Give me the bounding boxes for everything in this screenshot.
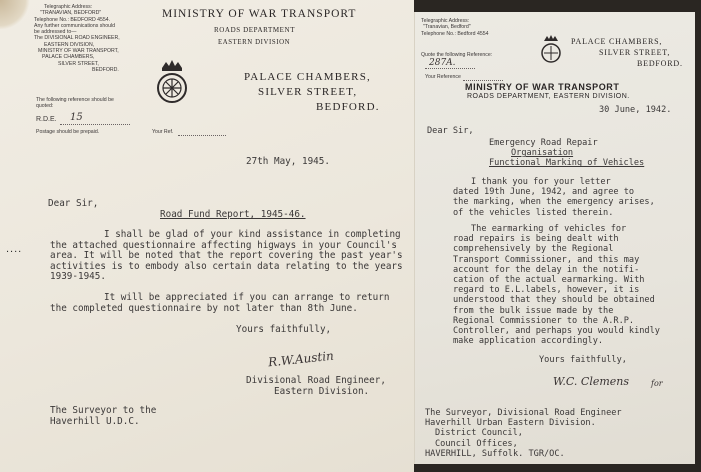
telegraphic-line: SILVER STREET,	[58, 60, 99, 67]
reference-note	[36, 97, 114, 110]
address-line: SILVER STREET,	[599, 48, 671, 57]
body-line: comprehensively by the Regional	[453, 244, 614, 255]
telegraphic-line: MINISTRY OF WAR TRANSPORT,	[38, 48, 119, 55]
body-line: It will be appreciated if you can arrange to return	[104, 292, 390, 303]
royal-crest-icon	[152, 58, 192, 108]
department: ROADS DEPARTMENT, EASTERN DIVISION.	[467, 93, 630, 100]
ministry-title: MINISTRY OF WAR TRANSPORT	[465, 82, 620, 92]
division: EASTERN DIVISION	[218, 39, 291, 46]
recipient-line: Council Offices,	[435, 438, 518, 449]
reference-line	[425, 68, 475, 69]
your-ref-label: Your Reference	[425, 74, 461, 80]
recipient-block	[50, 406, 156, 427]
body-line: regard to E.L.labels, however, it is	[453, 285, 640, 296]
reference-value: 287A.	[429, 58, 456, 68]
your-ref-line	[463, 80, 503, 81]
telephone-number: Telephone No.: BEDFORD 4554.	[34, 16, 111, 23]
telegraphic-label: Telegraphic Address:	[421, 18, 470, 24]
body-line: dated 19th June, 1942, and agree to	[453, 187, 635, 198]
margin-mark: ....	[6, 243, 23, 255]
recipient-line: Haverhill Urban Eastern Division.	[425, 418, 596, 429]
body-line: 1939-1945.	[50, 271, 106, 283]
body-paragraph-2	[453, 224, 660, 346]
recipient-line: HAVERHILL, Suffolk. TGR/OC.	[425, 448, 565, 459]
body-paragraph-2	[50, 293, 389, 314]
recipient-line: District Council,	[435, 428, 523, 439]
address-line: PALACE CHAMBERS,	[244, 71, 371, 83]
body-line: understood that they should be obtained	[453, 295, 655, 306]
body-paragraph-1	[453, 177, 655, 218]
telegraphic-line: BEDFORD.	[92, 66, 119, 73]
body-line: cation of the actual earmarking. With	[453, 275, 645, 286]
royal-crest-icon	[539, 34, 563, 66]
subject-line: Road Fund Report, 1945-46.	[160, 209, 306, 220]
telegraphic-address: "TRANAVIAN, BEDFORD"	[40, 10, 102, 17]
telegraphic-line: PALACE CHAMBERS,	[42, 54, 95, 61]
body-line: make application accordingly.	[453, 336, 604, 347]
body-line: Regional Commissioner to the A.R.P.	[453, 315, 635, 326]
letter-date: 27th May, 1945.	[246, 156, 330, 167]
body-paragraph-1	[50, 230, 403, 283]
our-reference-label: R.D.E.	[36, 116, 57, 123]
subject-line: Functional Marking of Vehicles	[489, 158, 645, 169]
body-line: I shall be glad of your kind assistance in completing	[104, 229, 401, 240]
telephone-number: Telephone No.: Bedford 4554	[421, 30, 489, 37]
torn-corner	[0, 0, 30, 30]
salutation: Dear Sir,	[427, 126, 474, 136]
subject-line: Emergency Road Repair	[489, 138, 598, 148]
telegraphic-line: EASTERN DIVISION,	[44, 41, 95, 48]
body-line: activities is to embody also certain data relating to the years	[50, 260, 403, 272]
body-line: I thank you for your letter	[471, 177, 611, 187]
closing: Yours faithfully,	[539, 355, 627, 365]
signature: R.W.Austin	[267, 348, 335, 370]
body-line: road repairs is being dealt with	[453, 234, 619, 245]
address-line: BEDFORD.	[316, 101, 380, 113]
subject-line: Organisation	[511, 148, 574, 159]
reference-note-line: The following reference should be	[36, 97, 114, 103]
body-line: Transport Commissioner, and this may	[453, 254, 640, 265]
reference-note-line: quoted:	[36, 103, 54, 110]
recipient-line: The Surveyor to the	[50, 405, 157, 416]
recipient-line: Haverhill U.D.C.	[50, 415, 140, 427]
signature: W.C. Clemens	[553, 375, 630, 388]
recipient-line: The Surveyor, Divisional Road Engineer	[425, 408, 622, 418]
department: ROADS DEPARTMENT	[214, 26, 296, 34]
telegraphic-address: "Tranavian, Bedford"	[423, 24, 471, 31]
postage-note: Postage should be prepaid.	[36, 129, 100, 135]
body-line: The earmarking of vehicles for	[471, 224, 627, 234]
telegraphic-line: The DIVISIONAL ROAD ENGINEER,	[34, 35, 120, 42]
signature-suffix: for	[651, 379, 663, 388]
body-line: from the bulk issue made by the	[453, 305, 614, 316]
body-line: the completed questionnaire by not later than 8th June.	[50, 302, 358, 314]
telegraphic-line: Any further communications should	[34, 22, 116, 29]
address-line: SILVER STREET,	[258, 86, 358, 98]
address-block	[244, 70, 380, 115]
our-reference-value: 15	[70, 112, 83, 123]
recipient-block	[425, 408, 622, 459]
letter-date: 30 June, 1942.	[599, 105, 672, 115]
letter-1942	[414, 12, 695, 464]
subject-block	[489, 138, 644, 169]
telegraphic-block	[34, 4, 120, 73]
telegraphic-line: be addressed to—	[34, 29, 77, 36]
your-ref-line	[178, 135, 226, 136]
body-line: the marking, when the emergency arises,	[453, 197, 655, 208]
signatory-title	[246, 376, 386, 397]
your-ref-label: Your Ref.	[152, 129, 174, 135]
body-line: Controller, and perhaps you would kindly	[453, 326, 660, 337]
signatory-line: Eastern Division.	[274, 385, 370, 397]
salutation: Dear Sir,	[48, 198, 99, 209]
quote-label: Quote the following Reference:	[421, 52, 493, 58]
signatory-line: Divisional Road Engineer,	[246, 375, 386, 386]
ministry-title: MINISTRY OF WAR TRANSPORT	[162, 8, 357, 20]
body-line: the attached questionnaire affecting higways in your Council's	[50, 239, 398, 251]
body-line: area. It will be noted that the report covering the past year's	[50, 250, 403, 262]
address-line: BEDFORD.	[637, 59, 683, 68]
closing: Yours faithfully,	[236, 324, 332, 335]
address-line: PALACE CHAMBERS,	[571, 37, 663, 46]
reference-line	[60, 124, 130, 125]
body-line: of the vehicles listed therein.	[453, 207, 614, 218]
body-line: account for the delay in the notifi-	[453, 264, 640, 275]
telegraphic-block	[421, 18, 489, 37]
address-block	[571, 36, 683, 69]
telegraphic-label: Telegraphic Address:	[44, 4, 93, 10]
